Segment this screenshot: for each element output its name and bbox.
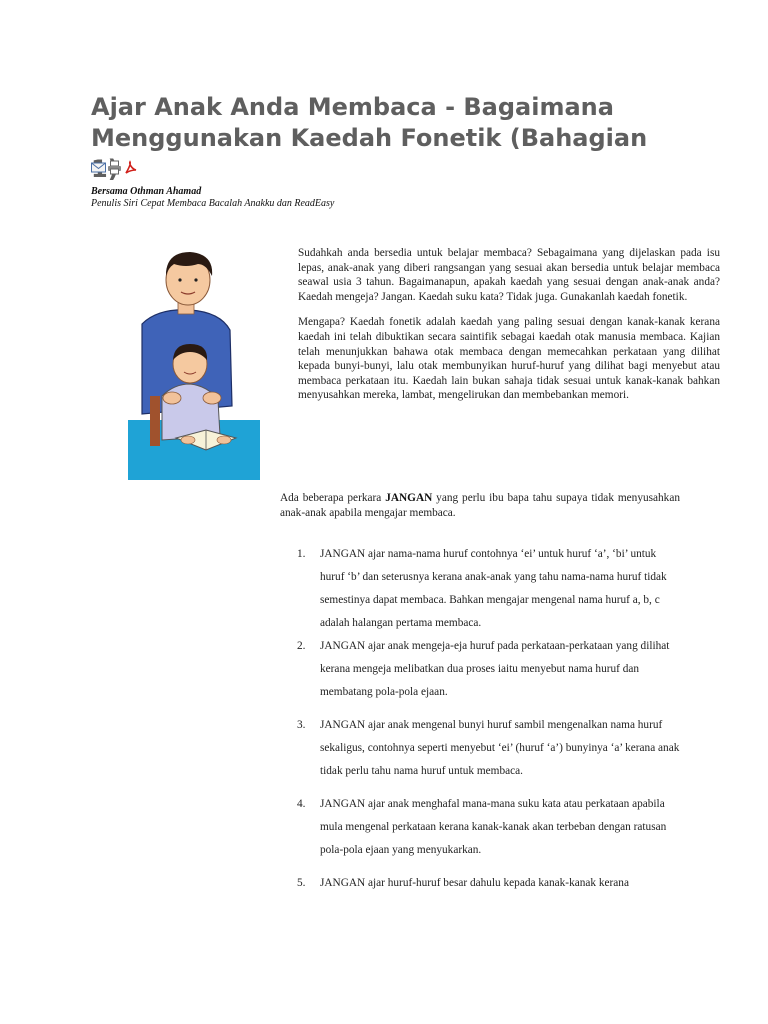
- share-icons: [91, 160, 138, 177]
- list-item: 4. JANGAN ajar anak menghafal mana-mana suku kata atau perkataan apabila mula mengenal perkataan kerana kanak-kanak akan terbeban dengan ratusan pola-pola ejaan yang menyukarkan.: [297, 798, 667, 856]
- list-item: 2. JANGAN ajar anak mengeja-eja huruf pada perkataan-perkataan yang dilihat kerana mengeja melibatkan dua proses iaitu menyebut nama huruf dan membatang pola-pola ejaan.: [297, 640, 670, 698]
- intro-paragraph: Mengapa? Kaedah fonetik adalah kaedah yang paling sesuai dengan kanak-kanak kerana kaedah ini telah dibuktikan secara saintifik sebagai kaedah otak manusia membaca. Kajian telah menunjukkan bahawa otak membaca dengan memecahkan perkataan yang dilihat kepada bunyi-bunyi, lalu otak membunyikan huruf-huruf yang dilihat bagi menyebut atau membaca perkataan itu. Kaedah lain bukan sahaja tidak sesuai untuk kanak-kanak bahkan menyusahkan mereka, lambat, mengelirukan dan membebankan memori.: [298, 316, 720, 402]
- email-icon[interactable]: [91, 160, 106, 175]
- list-item: 1. JANGAN ajar nama-nama huruf contohnya ‘ei’ untuk huruf ‘a’, ‘bi’ untuk huruf ‘b’ dan seterusnya kerana anak-anak yang tahu nama-nama huruf tidak semestinya dapat membaca. Bahkan mengajar mengenal nama huruf a, b, c adalah halangan pertama membaca.: [297, 548, 667, 629]
- author-byline: [91, 186, 391, 210]
- intro-text: [298, 246, 720, 414]
- lead-paragraph: Ada beberapa perkara JANGAN yang perlu ibu bapa tahu supaya tidak menyusahkan anak-anak apabila mengajar membaca.: [280, 492, 680, 519]
- author-name: Bersama Othman Ahamad: [91, 186, 202, 197]
- father-son-reading-illustration: [128, 246, 260, 480]
- lead-emphasis: JANGAN: [385, 492, 433, 504]
- list-item: 5. JANGAN ajar huruf-huruf besar dahulu kepada kanak-kanak kerana: [297, 877, 629, 889]
- author-role: Penulis Siri Cepat Membaca Bacalah Anakku dan ReadEasy: [91, 198, 335, 209]
- rules-list: [280, 543, 680, 905]
- pdf-icon[interactable]: [123, 160, 138, 175]
- print-icon[interactable]: [107, 160, 122, 175]
- article-title: Ajar Anak Anda Membaca - Bagaimana Menggunakan Kaedah Fonetik (Bahagian: [91, 93, 648, 152]
- intro-paragraph: Sudahkah anda bersedia untuk belajar membaca? Sebagaimana yang dijelaskan pada isu lepas, anak-anak yang diberi rangsangan yang sesuai akan bersedia untuk belajar membaca seawal usia 3 tahun. Bagaimanapun, apakah kaedah yang sesuai dengan anak-anak anda? Kaedah mengeja? Jangan. Kaedah suku kata? Tidak juga. Gunakanlah kaedah fonetik.: [298, 247, 720, 303]
- list-item: 3. JANGAN ajar anak mengenal bunyi huruf sambil mengenalkan nama huruf sekaligus, contohnya seperti menyebut ‘ei’ (huruf ‘a’) bunyinya ‘a’ kerana anak tidak perlu tahu nama huruf untuk membaca.: [297, 719, 680, 777]
